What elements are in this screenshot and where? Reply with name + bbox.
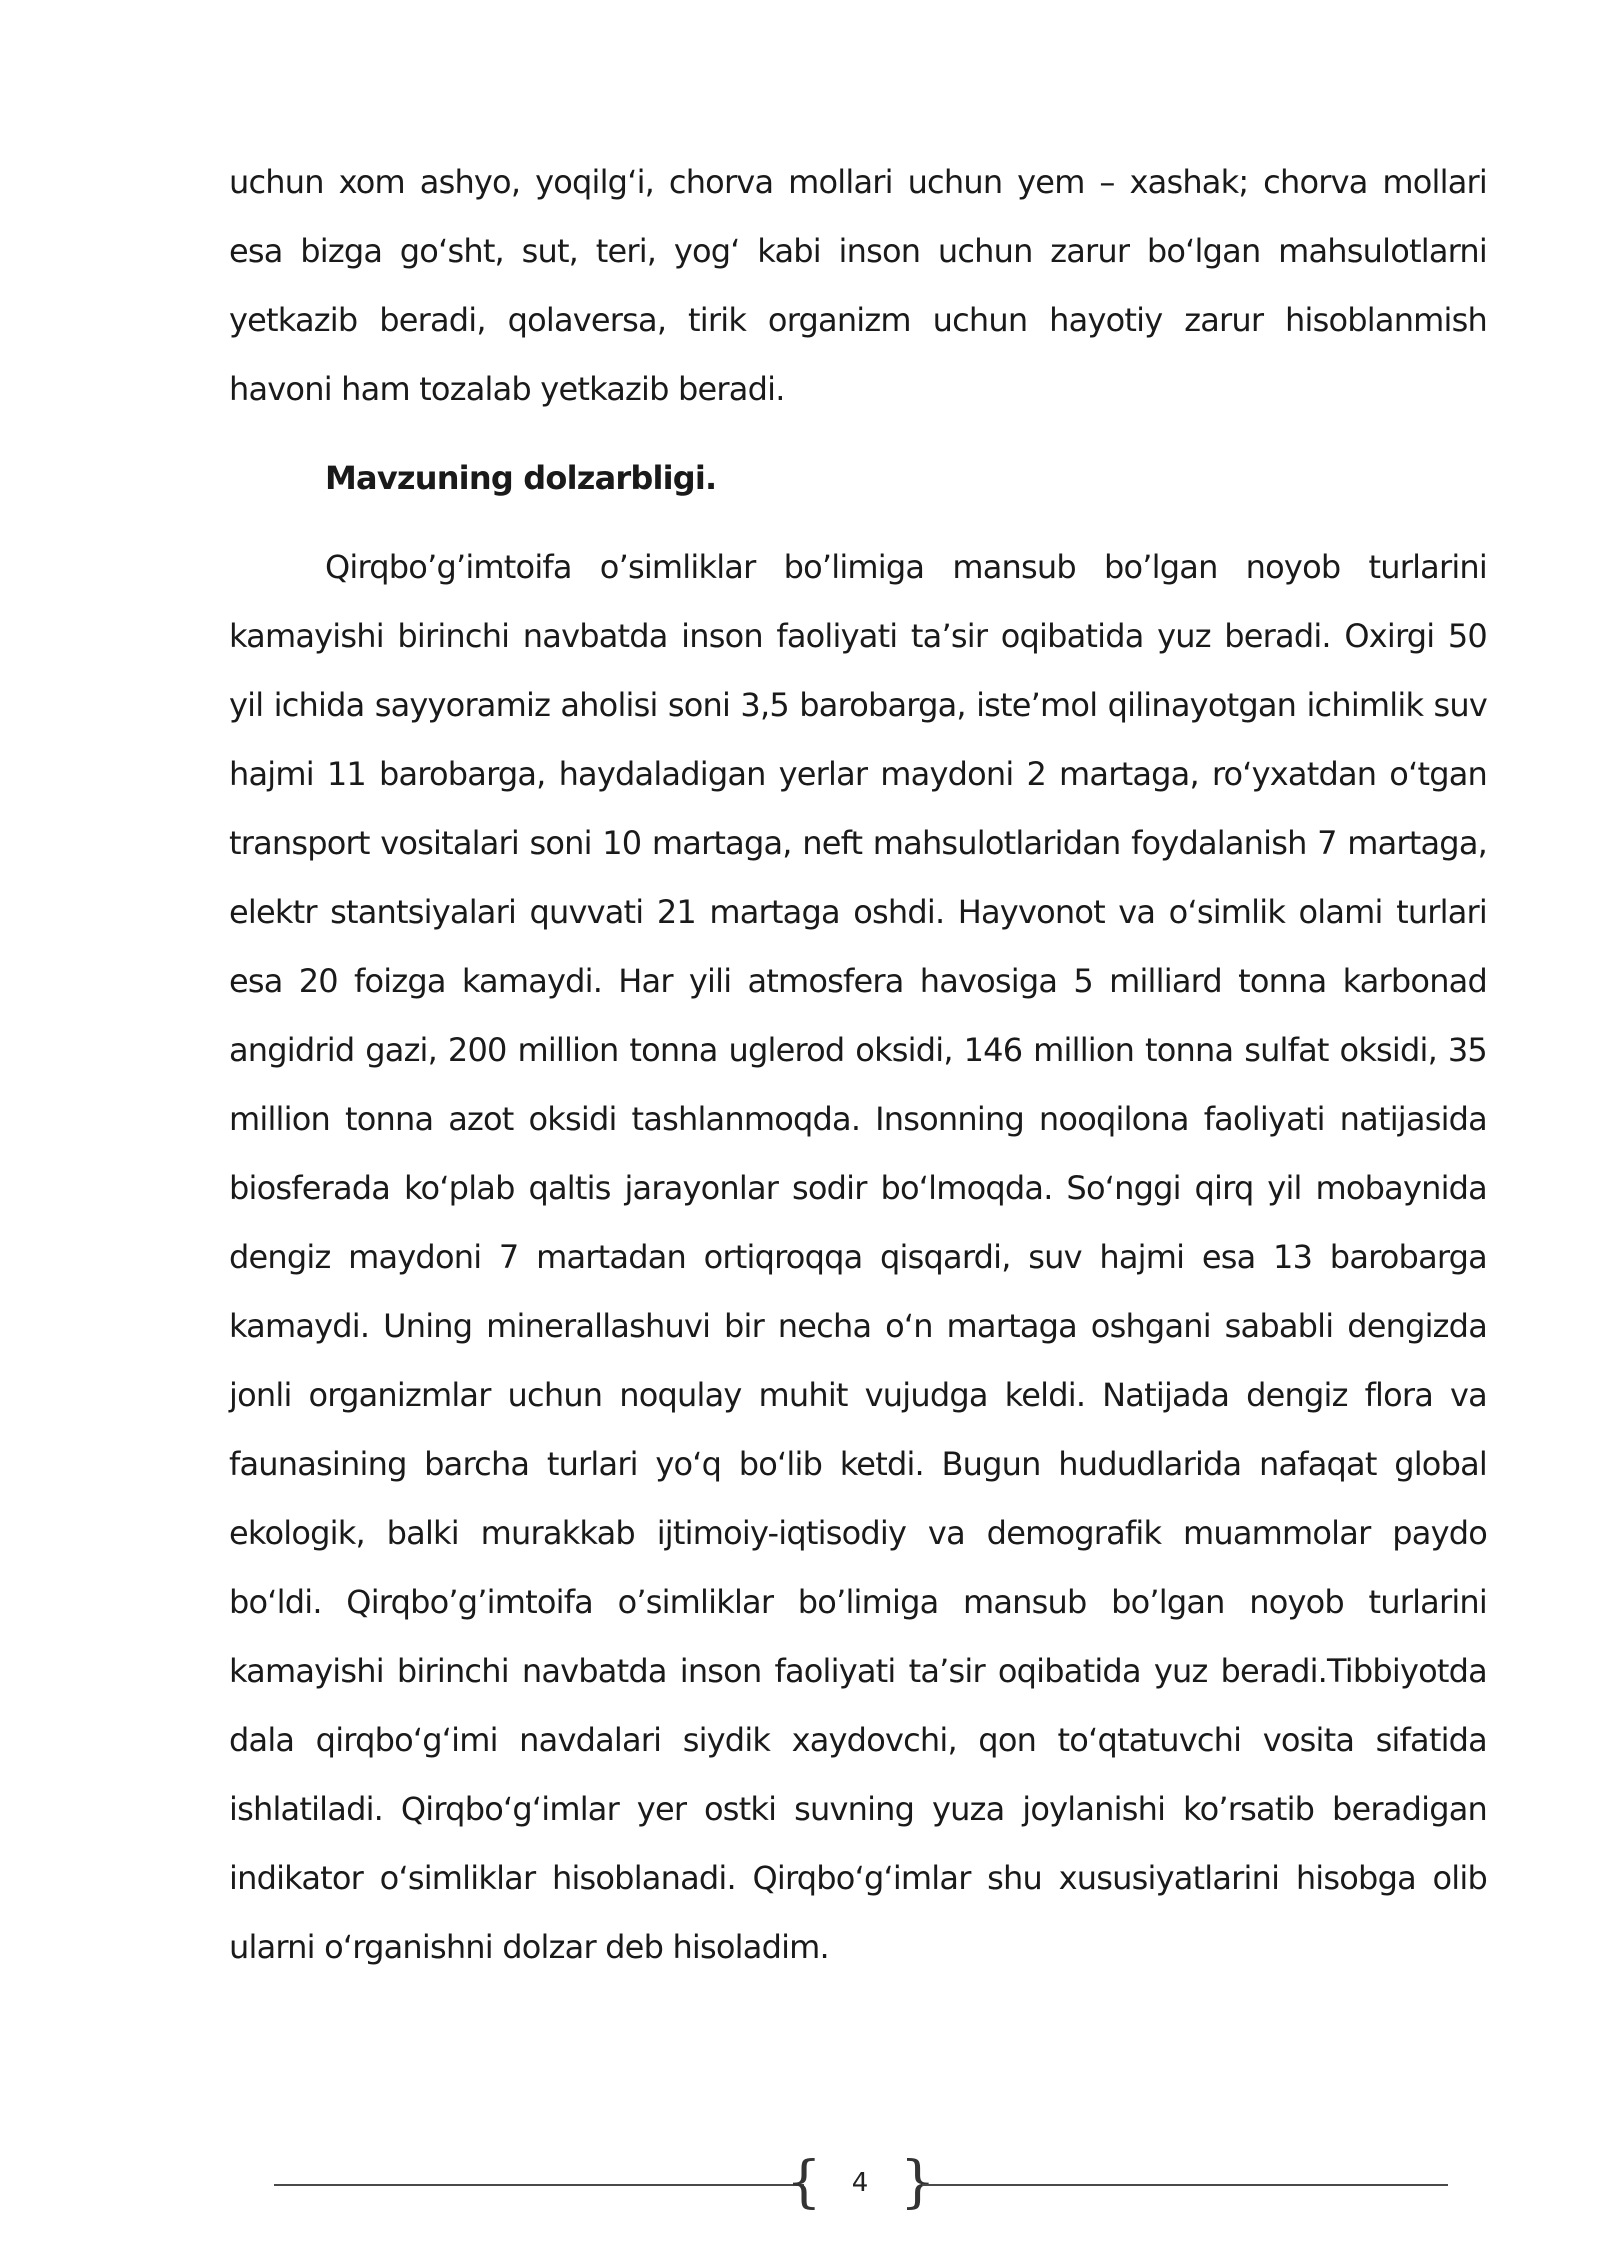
left-brace-icon: { xyxy=(786,2150,822,2215)
right-brace-icon: } xyxy=(900,2150,936,2215)
intro-paragraph: uchun xom ashyo, yoqilg‘i, chorva mollari uchun yem – xashak; chorva mollari esa bizga go‘sht, sut, teri, yog‘ kabi inson uchun zarur bo‘lgan mahsulotlarni yetkazib beradi, qolaversa, tirik organizm uchun hayotiy zarur hisoblanmish havoni ham tozalab yetkazib beradi. xyxy=(229,163,1487,408)
body-text xyxy=(229,148,1487,1982)
footer-rule-right xyxy=(922,2184,1448,2186)
main-paragraph: Qirqbo’g’imtoifa o’simliklar bo’limiga mansub bo’lgan noyob turlarini kamayishi birinchi navbatda inson faoliyati ta’sir oqibatida yuz beradi. Oxirgi 50 yil ichida sayyoramiz aholisi soni 3,5 barobarga, iste’mol qilinayotgan ichimlik suv hajmi 11 barobarga, haydaladigan yerlar maydoni 2 martaga, ro‘yxatdan o‘tgan transport vositalari soni 10 martaga, neft mahsulotlaridan foydalanish 7 martaga, elektr stantsiyalari quvvati 21 martaga oshdi. Hayvonot va o‘simlik olami turlari esa 20 foizga kamaydi. Har yili atmosfera havosiga 5 milliard tonna karbonad angidrid gazi, 200 million tonna uglerod oksidi, 146 million tonna sulfat oksidi, 35 million tonna azot oksidi tashlanmoqda. Insonning nooqilona faoliyati natijasida biosferada ko‘plab qaltis jarayonlar sodir bo‘lmoqda. So‘nggi qirq yil mobaynida dengiz maydoni 7 martadan ortiqroqqa qisqardi, suv hajmi esa 13 barobarga kamaydi. Uning minerallashuvi bir necha o‘n martaga oshgani sababli dengizda jonli organizmlar uchun noqulay muhit vujudga keldi. Natijada dengiz flora va faunasining barcha turlari yo‘q bo‘lib ketdi. Bugun hududlarida nafaqat global ekologik, balki murakkab ijtimoiy-iqtisodiy va demografik muammolar paydo bo‘ldi. Qirqbo’g’imtoifa o’simliklar bo’limiga mansub bo’lgan noyob turlarini kamayishi birinchi navbatda inson faoliyati ta’sir oqibatida yuz beradi.Tibbiyotda dala qirqbo‘g‘imi navdalari siydik xaydovchi, qon to‘qtatuvchi vosita sifatida ishlatiladi. Qirqbo‘g‘imlar yer ostki suvning yuza joylanishi ko’rsatib beradigan indikator o‘simliklar hisoblanadi. Qirqbo‘g‘imlar shu xususiyatlarini hisobga olib ularni o‘rganishni dolzar deb hisoladim. xyxy=(229,548,1487,1966)
section-heading: Mavzuning dolzarbligi. xyxy=(325,459,717,497)
footer-rule-left xyxy=(274,2184,804,2186)
page-number: 4 xyxy=(851,2168,869,2198)
page-footer xyxy=(0,2150,1600,2220)
